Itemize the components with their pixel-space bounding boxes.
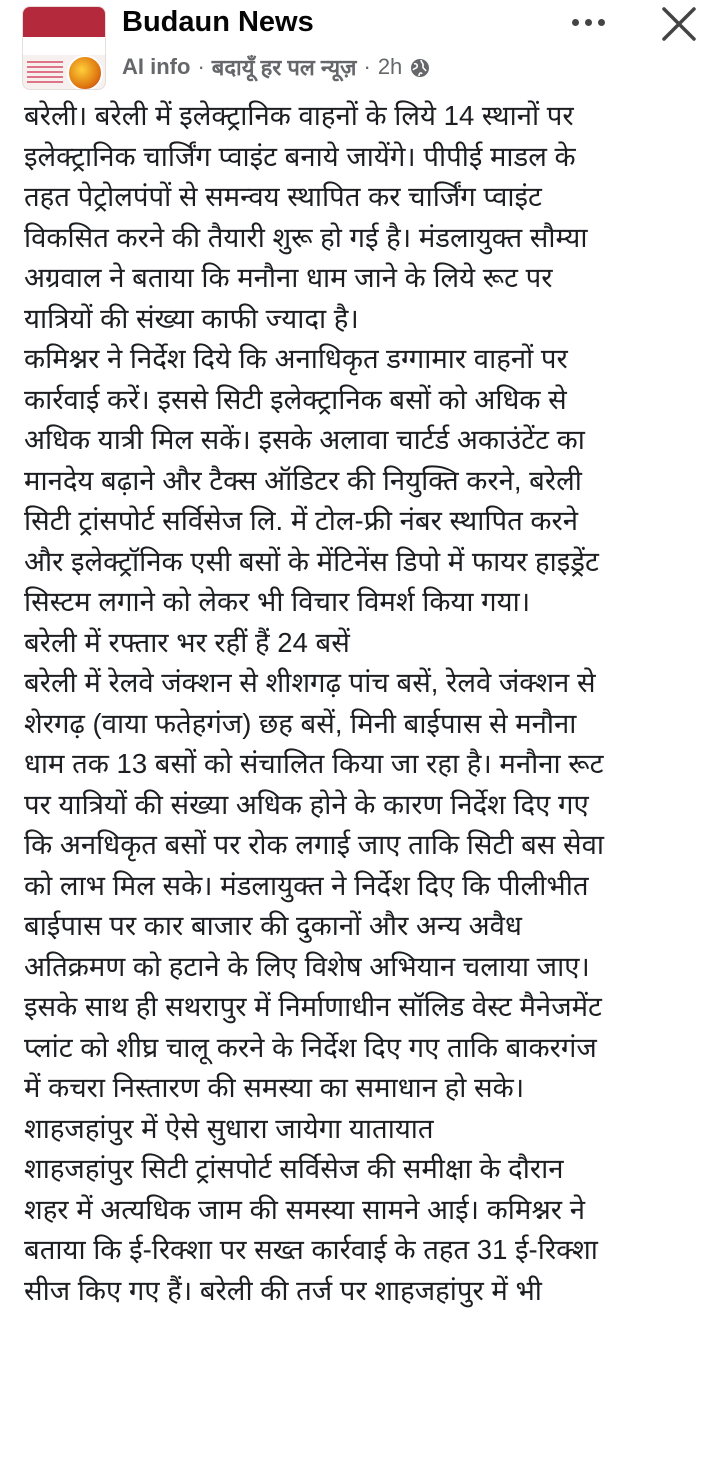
- post-header: [0, 0, 719, 92]
- post-time[interactable]: 2h: [377, 54, 403, 79]
- page-avatar[interactable]: [22, 6, 106, 90]
- post-subheading: बरेली में रफ्तार भर रहीं हैं 24 बसें: [24, 626, 350, 658]
- globe-icon: [410, 58, 430, 78]
- meta-separator: ·: [363, 54, 371, 79]
- more-options-button[interactable]: [566, 0, 610, 44]
- ai-info-link[interactable]: AI info: [122, 54, 191, 79]
- post-paragraph: बरेली में रेलवे जंक्शन से शीशगढ़ पांच बसें, रेलवे जंक्शन से शेरगढ़ (वाया फतेहगंज) छह बसें, मिनी बाईपास से मनौना धाम तक 13 बसों को संचालित किया जा रहा है। मनौना रूट पर यात्रियों की संख्या अधिक होने के कारण निर्देश दिए गए कि अनधिकृत बसों पर रोक लगाई जाए ताकि सिटी बस सेवा को लाभ मिल सके। मंडलायुक्त ने निर्देश दिए कि पीलीभीत बाईपास पर कार बाजार की दुकानों और अन्य अवैध अतिक्रमण को हटाने के लिए विशेष अभियान चलाया जाए। इसके साथ ही सथरापुर में निर्माणाधीन सॉलिड वेस्ट मैनेजमेंट प्लांट को शीघ्र चालू करने के निर्देश दिए गए ताकि बाकरगंज में कचरा निस्तारण की समस्या का समाधान हो सके।: [24, 667, 605, 1103]
- close-button[interactable]: [657, 2, 701, 46]
- post-subheading: शाहजहांपुर में ऐसे सुधारा जायेगा यातायात: [24, 1112, 434, 1144]
- more-horizontal-icon: [572, 19, 579, 26]
- meta-separator: ·: [197, 54, 205, 79]
- post-meta: [122, 52, 430, 82]
- close-icon: [657, 2, 701, 46]
- logo-globe-icon: [67, 55, 103, 90]
- page-name[interactable]: Budaun News: [122, 6, 314, 38]
- post-paragraph: कमिश्नर ने निर्देश दिये कि अनाधिकृत डग्गामार वाहनों पर कार्रवाई करें। इससे सिटी इलेक्ट्रानिक बसों को अधिक से अधिक यात्री मिल सकें। इसके अलावा चार्टर्ड अकाउंटेंट का मानदेय बढ़ाने और टैक्स ऑडिटर की नियुक्ति करने, बरेली सिटी ट्रांसपोर्ट सर्विसेज लि. में टोल-फ्री नंबर स्थापित करने और इलेक्ट्रॉनिक एसी बसों के मेंटिनेंस डिपो में फायर हाइड्रेंट सिस्टम लगाने को लेकर भी विचार विमर्श किया गया।: [24, 343, 599, 617]
- post-paragraph: शाहजहांपुर सिटी ट्रांसपोर्ट सर्विसेज की समीक्षा के दौरान शहर में अत्यधिक जाम की समस्या सामने आई। कमिश्नर ने बताया कि ई-रिक्शा पर सख्त कार्रवाई के तहत 31 ई-रिक्शा सीज किए गए हैं। बरेली की तर्ज पर शाहजहांपुर में भी: [24, 1153, 598, 1306]
- sub-brand-label[interactable]: बदायूँ हर पल न्यूज़: [211, 55, 357, 80]
- post-paragraph: बरेली। बरेली में इलेक्ट्रानिक वाहनों के लिये 14 स्थानों पर इलेक्ट्रानिक चार्जिंग प्वाइंट बनाये जायेंगे। पीपीई माडल के तहत पेट्रोलपंपों से समन्वय स्थापित कर चार्जिंग प्वाइंट विकसित करने की तैयारी शुरू हो गई है। मंडलायुक्त सौम्या अग्रवाल ने बताया कि मनौना धाम जाने के लिये रूट पर यात्रियों की संख्या काफी ज्यादा है।: [24, 100, 588, 334]
- post-body: [24, 96, 700, 1311]
